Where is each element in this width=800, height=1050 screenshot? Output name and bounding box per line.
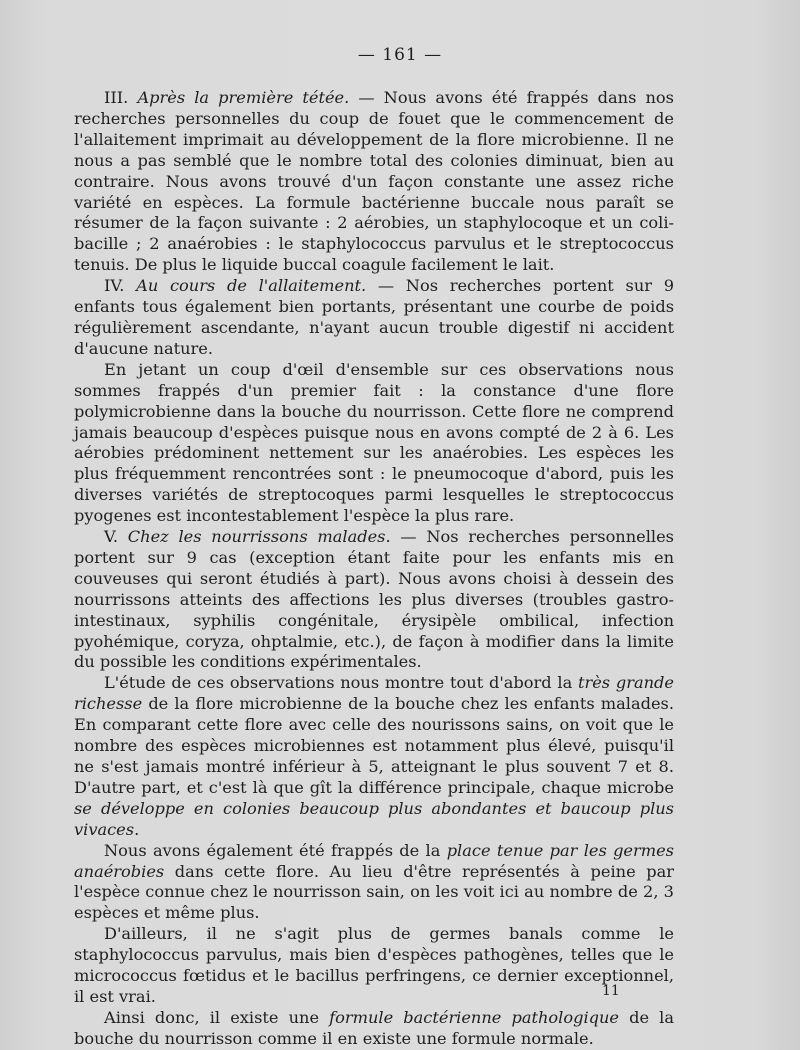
- section-number: IV.: [104, 276, 125, 296]
- paragraph-text: L'étude de ces observations nous montre tout d'abord la: [104, 673, 578, 693]
- paragraph-observations: En jetant un coup d'œil d'ensemble sur ces observations nous sommes frappés d'un premier fait : la constance d'une flore polymicrobienne dans la bouche du nourrisson. Cette flore ne comprend jamais beaucoup d'espèces puisque nous en avons compté de 2 à 6. Les aérobies prédominent nettement sur les anaérobies. Les espèces les plus fréquemment rencontrées sont : le pneumocoque d'abord, puis les diverses variétés de streptocoques parmi lesquelles le streptococcus pyogenes est incontestablement l'espèce la plus rare.: [74, 359, 674, 526]
- paragraph-text: de la bouche du nourrisson comme il en existe une formule normale.: [74, 1007, 674, 1048]
- emphasis: formule bactérienne pathologique: [329, 1007, 619, 1027]
- paragraph-text: de la flore microbienne de la bouche chez les enfants malades. En comparant cette flore avec celle des nourissons sains, on voit que le nombre des espèces microbiennes est notamment plus élevé, puisqu'il ne s'est jamais montré inférieur à 5, atteignant le plus souvent 7 et 8. D'autre part, et c'est là que gît la différence principale, chaque microbe: [74, 694, 674, 797]
- paragraph-conclusion: [74, 1008, 674, 1050]
- signature-mark: 11: [602, 983, 620, 999]
- paragraph-pathogenes: D'ailleurs, il ne s'agit plus de germes banals comme le staphylococcus parvulus, mais bien d'espèces pathogènes, telles que le micrococcus fœtidus et le bacillus perfringens, ce dernier exceptionnel, il est vrai.: [74, 924, 674, 1006]
- paragraph-anaerobies: [74, 841, 674, 925]
- page-body: [74, 88, 674, 1050]
- paragraph-text: — Nous avons été frappés dans nos recherches personnelles du coup de fouet que le commencement de l'allaitement imprimait au développement de la flore microbienne. Il ne nous a pas semblé que le nombre total des colonies diminuat, bien au contraire. Nous avons trouvé d'un façon constante une assez riche variété en espèces. La formule bactérienne buccale nous paraît se résumer de la façon suivante : 2 aérobies, un staphylocoque et un coli-bacille ; 2 anaérobies : le staphylococcus parvulus et le streptococcus tenuis. De plus le liquide buccal coagule facilement le lait.: [74, 88, 674, 275]
- paragraph-iv: [74, 276, 674, 360]
- paragraph-text: Nous avons également été frappés de la: [104, 840, 447, 860]
- paragraph-text: dans cette flore. Au lieu d'être représentés à peine par l'espèce connue chez le nourrisson sain, on les voit ici au nombre de 2, 3 espèces et même plus.: [74, 861, 674, 923]
- paragraph-iii: [74, 88, 674, 276]
- section-heading: Chez les nourrissons malades.: [127, 527, 391, 547]
- section-heading: Au cours de l'allaitement.: [136, 276, 367, 296]
- paragraph-v: [74, 527, 674, 673]
- paragraph-text: — Nos recherches personnelles portent sur 9 cas (exception étant faite pour les enfants mis en couveuses qui seront étudiés à part). Nous avons choisi à dessein des nourrissons atteints des affections les plus diverses (troubles gastro-intestinaux, syphilis congénitale, érysipèle ombilical, infection pyohémique, coryza, ohptalmie, etc.), de façon à modifier dans la limite du possible les conditions expérimentales.: [74, 527, 674, 672]
- paragraph-richesse: [74, 673, 674, 840]
- emphasis: très grande richesse: [74, 673, 674, 714]
- paragraph-text: — Nos recherches portent sur 9 enfants tous également bien portants, présentant une courbe de poids régulièrement ascendante, n'ayant aucun trouble digestif ni accident d'aucune nature.: [74, 276, 674, 358]
- section-heading: Après la première tétée.: [137, 88, 350, 107]
- section-number: V.: [104, 527, 119, 547]
- paragraph-text: Ainsi donc, il existe une: [104, 1007, 330, 1027]
- section-number: III.: [104, 88, 129, 107]
- emphasis: place tenue par les germes anaérobies: [74, 840, 674, 881]
- page-number: — 161 —: [357, 45, 443, 65]
- paragraph-text: .: [134, 819, 140, 839]
- emphasis: se développe en colonies beaucoup plus abondantes et baucoup plus vivaces: [74, 798, 674, 839]
